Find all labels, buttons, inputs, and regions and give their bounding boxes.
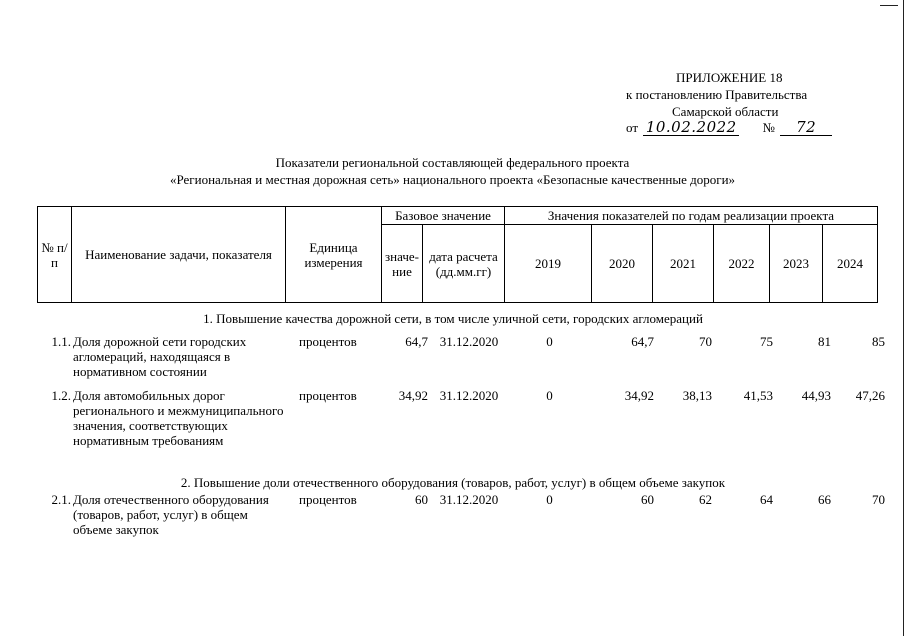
header-base: Базовое значение xyxy=(382,207,505,225)
row-value-2022: 64 xyxy=(760,492,773,507)
row-unit: процентов xyxy=(299,492,357,507)
handwritten-date: 10.02.2022 xyxy=(645,118,737,136)
scan-corner-mark xyxy=(880,5,898,6)
row-value-2020: 34,92 xyxy=(624,388,654,403)
number-label: № xyxy=(762,120,775,135)
row-value-2023: 66 xyxy=(818,492,831,507)
row-unit: процентов xyxy=(299,334,357,349)
row-num: 1.1. xyxy=(51,334,71,349)
appendix-title: ПРИЛОЖЕНИЕ 18 xyxy=(676,70,783,85)
row-base-value: 60 xyxy=(415,492,428,507)
header-year-2024: 2024 xyxy=(823,225,878,303)
row-unit: процентов xyxy=(299,388,357,403)
row-name: Доля отечественного оборудования (товаров, работ, услуг) в общем объеме закупок xyxy=(73,492,269,537)
row-name: Доля автомобильных дорог регионального и межмуниципального значения, соответствующих нормативным требованиям xyxy=(73,388,284,448)
appendix-line-2: Самарской области xyxy=(672,104,779,119)
row-value-2019: 0 xyxy=(546,388,553,403)
row-value-2020: 60 xyxy=(641,492,654,507)
row-value-2022: 41,53 xyxy=(743,388,773,403)
row-value-2021: 70 xyxy=(699,334,712,349)
from-label: от xyxy=(626,120,639,135)
header-year-2022: 2022 xyxy=(714,225,770,303)
row-name: Доля дорожной сети городских агломераций, находящаяся в нормативном состоянии xyxy=(73,334,247,379)
scan-edge-line-right xyxy=(903,0,904,636)
row-value-2023: 44,93 xyxy=(801,388,831,403)
row-value-2023: 81 xyxy=(818,334,831,349)
number-field xyxy=(780,120,832,136)
header-num: № п/п xyxy=(38,207,72,303)
section-title: 1. Повышение качества дорожной сети, в том числе уличной сети, городских агломераций xyxy=(203,311,703,326)
row-value-2022: 75 xyxy=(760,334,773,349)
table-row xyxy=(37,334,885,382)
section-title: 2. Повышение доли отечественного оборудования (товаров, работ, услуг) в общем объеме закупок xyxy=(180,475,726,490)
row-value-2019: 0 xyxy=(546,492,553,507)
row-value-2024: 47,26 xyxy=(855,388,885,403)
row-value-2019: 0 xyxy=(546,334,553,349)
indicators-table-header xyxy=(37,206,878,303)
row-num: 2.1. xyxy=(51,492,71,507)
row-value-2021: 62 xyxy=(699,492,712,507)
appendix-date-line xyxy=(626,120,832,136)
table-row xyxy=(37,388,885,468)
appendix-block xyxy=(620,70,860,140)
header-base-date: дата расчета (дд.мм.гг) xyxy=(423,225,505,303)
appendix-line-1: к постановлению Правительства xyxy=(626,87,808,102)
row-value-2021: 38,13 xyxy=(682,388,712,403)
header-year-2020: 2020 xyxy=(592,225,653,303)
header-year-2019: 2019 xyxy=(505,225,592,303)
heading-line-1: Показатели региональной составляющей федерального проекта xyxy=(275,155,630,170)
row-num: 1.2. xyxy=(51,388,71,403)
header-year-2021: 2021 xyxy=(653,225,714,303)
row-base-date: 31.12.2020 xyxy=(439,388,499,403)
date-field xyxy=(643,120,739,136)
header-year-2023: 2023 xyxy=(770,225,823,303)
row-value-2024: 85 xyxy=(872,334,885,349)
header-name: Наименование задачи, показателя xyxy=(72,207,286,303)
header-years-group: Значения показателей по годам реализации проекта xyxy=(505,207,878,225)
row-value-2020: 64,7 xyxy=(631,334,654,349)
handwritten-number: 72 xyxy=(796,118,817,136)
row-base-date: 31.12.2020 xyxy=(439,334,499,349)
row-value-2024: 70 xyxy=(872,492,885,507)
row-base-date: 31.12.2020 xyxy=(439,492,499,507)
heading-line-2: «Региональная и местная дорожная сеть» национального проекта «Безопасные качественные дороги» xyxy=(169,172,736,187)
row-base-value: 64,7 xyxy=(405,334,428,349)
row-base-value: 34,92 xyxy=(398,388,428,403)
table-row xyxy=(37,492,885,540)
header-base-value: значе-ние xyxy=(382,225,423,303)
header-unit: Единица измерения xyxy=(286,207,382,303)
